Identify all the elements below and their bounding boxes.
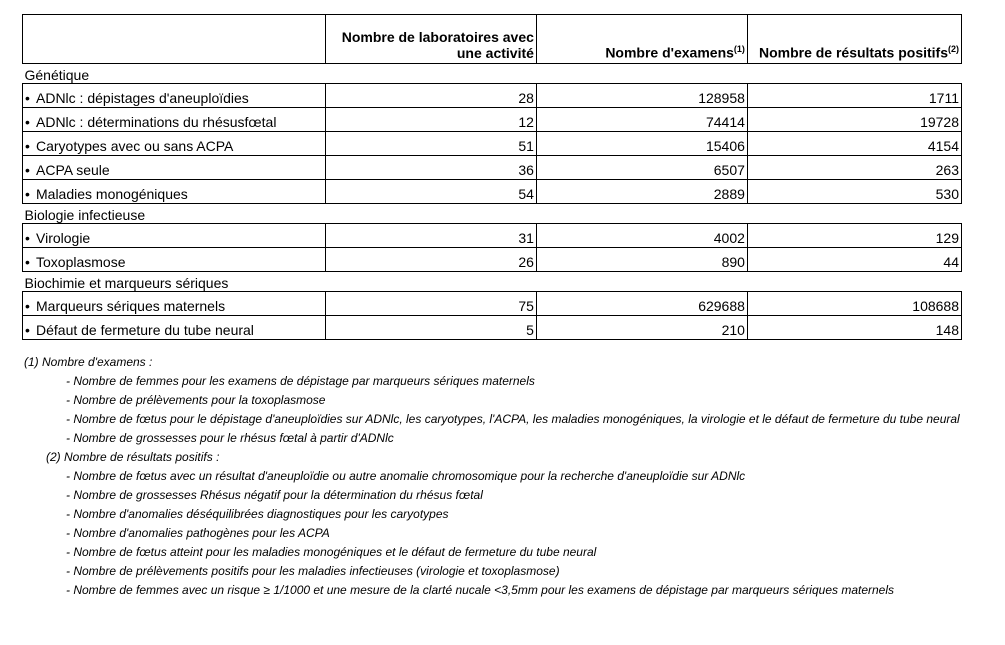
row-label-cell: [23, 224, 326, 248]
section-title: Génétique: [24, 67, 90, 83]
table-row: [23, 180, 962, 204]
exams-cell: 15406: [536, 132, 747, 156]
bullet-icon: •: [25, 138, 30, 154]
positives-cell: 108688: [747, 292, 961, 316]
results-table: [22, 14, 962, 340]
footnote-line: - Nombre de grossesses pour le rhésus fœtal à partir d'ADNlc: [66, 431, 394, 445]
table-row: [23, 248, 962, 272]
exams-cell: 2889: [536, 180, 747, 204]
labs-cell: 36: [325, 156, 536, 180]
section-row: [23, 272, 962, 292]
bullet-icon: •: [25, 322, 30, 338]
note1-list: [22, 375, 982, 445]
footnote-line: - Nombre de femmes pour les examens de dépistage par marqueurs sériques maternels: [66, 374, 535, 388]
header-exams-footnote: (1): [733, 44, 745, 55]
header-labs-text: Nombre de laboratoires avec une activité: [341, 29, 534, 61]
footnotes: [22, 356, 982, 603]
section-title: Biochimie et marqueurs sériques: [24, 275, 229, 291]
note2-list: [22, 470, 982, 597]
footnote-line: - Nombre de prélèvements positifs pour les maladies infectieuses (virologie et toxoplasmose): [66, 564, 560, 578]
section-row: [23, 64, 962, 84]
note1-title: (1) Nombre d'examens :: [24, 355, 153, 369]
positives-cell: 148: [747, 316, 961, 340]
table-row: [23, 108, 962, 132]
row-label-cell: [23, 292, 326, 316]
footnote-line: - Nombre de femmes avec un risque ≥ 1/1000 et une mesure de la clarté nucale <3,5mm pour les examens de dépistage par marqueurs sériques maternels: [66, 583, 895, 597]
table-row: [23, 156, 962, 180]
positives-cell: 19728: [747, 108, 961, 132]
table-row: [23, 132, 962, 156]
header-positives: [747, 15, 961, 64]
bullet-icon: •: [25, 162, 30, 178]
table-row: [23, 224, 962, 248]
row-label-cell: [23, 84, 326, 108]
row-label: Virologie: [36, 230, 91, 246]
row-label-cell: [23, 108, 326, 132]
section-title: Biologie infectieuse: [24, 207, 146, 223]
positives-cell: 1711: [747, 84, 961, 108]
section-row: [23, 204, 962, 224]
bullet-icon: •: [25, 298, 30, 314]
positives-cell: 129: [747, 224, 961, 248]
row-label-cell: [23, 132, 326, 156]
bullet-icon: •: [25, 254, 30, 270]
row-label: Toxoplasmose: [36, 254, 126, 270]
exams-cell: 890: [536, 248, 747, 272]
footnote-line: - Nombre d'anomalies déséquilibrées diagnostiques pour les caryotypes: [66, 507, 449, 521]
row-label-cell: [23, 316, 326, 340]
row-label: Maladies monogéniques: [36, 186, 188, 202]
header-exams: [536, 15, 747, 64]
table-body: [23, 64, 962, 340]
row-label: ADNlc : dépistages d'aneuploïdies: [36, 90, 249, 106]
exams-cell: 629688: [536, 292, 747, 316]
row-label-cell: [23, 180, 326, 204]
footnote-line: - Nombre de prélèvements pour la toxoplasmose: [66, 393, 326, 407]
row-label-cell: [23, 248, 326, 272]
bullet-icon: •: [25, 230, 30, 246]
positives-cell: 530: [747, 180, 961, 204]
exams-cell: 4002: [536, 224, 747, 248]
row-label: Défaut de fermeture du tube neural: [36, 322, 254, 338]
labs-cell: 31: [325, 224, 536, 248]
labs-cell: 12: [325, 108, 536, 132]
table-row: [23, 316, 962, 340]
footnote-line: - Nombre d'anomalies pathogènes pour les ACPA: [66, 526, 330, 540]
labs-cell: 75: [325, 292, 536, 316]
header-empty-cell: [23, 15, 326, 64]
row-label: ACPA seule: [36, 162, 110, 178]
labs-cell: 5: [325, 316, 536, 340]
positives-cell: 263: [747, 156, 961, 180]
footnote-line: - Nombre de fœtus avec un résultat d'aneuploïdie ou autre anomalie chromosomique pour la recherche d'aneuploïdie sur ADNlc: [66, 469, 746, 483]
labs-cell: 28: [325, 84, 536, 108]
header-exams-text: Nombre d'examens: [605, 45, 734, 61]
labs-cell: 26: [325, 248, 536, 272]
header-positives-text: Nombre de résultats positifs: [758, 45, 948, 61]
exams-cell: 74414: [536, 108, 747, 132]
row-label: ADNlc : déterminations du rhésusfœtal: [36, 114, 277, 130]
row-label: Caryotypes avec ou sans ACPA: [36, 138, 234, 154]
footnote-line: - Nombre de fœtus pour le dépistage d'aneuploïdies sur ADNlc, les caryotypes, l'ACPA, les maladies monogéniques, la virologie et le défaut de fermeture du tube neural: [66, 412, 960, 426]
note2-title: (2) Nombre de résultats positifs :: [46, 450, 220, 464]
table-row: [23, 84, 962, 108]
bullet-icon: •: [25, 186, 30, 202]
table-row: [23, 292, 962, 316]
exams-cell: 128958: [536, 84, 747, 108]
labs-cell: 51: [325, 132, 536, 156]
row-label: Marqueurs sériques maternels: [36, 298, 226, 314]
footnote-line: - Nombre de fœtus atteint pour les maladies monogéniques et le défaut de fermeture du tube neural: [66, 545, 597, 559]
footnote-line: - Nombre de grossesses Rhésus négatif pour la détermination du rhésus fœtal: [66, 488, 483, 502]
positives-cell: 4154: [747, 132, 961, 156]
exams-cell: 6507: [536, 156, 747, 180]
positives-cell: 44: [747, 248, 961, 272]
header-positives-footnote: (2): [948, 44, 959, 55]
labs-cell: 54: [325, 180, 536, 204]
row-label-cell: [23, 156, 326, 180]
exams-cell: 210: [536, 316, 747, 340]
bullet-icon: •: [25, 114, 30, 130]
header-labs: [325, 15, 536, 64]
bullet-icon: •: [25, 90, 30, 106]
table-header-row: [23, 15, 962, 64]
